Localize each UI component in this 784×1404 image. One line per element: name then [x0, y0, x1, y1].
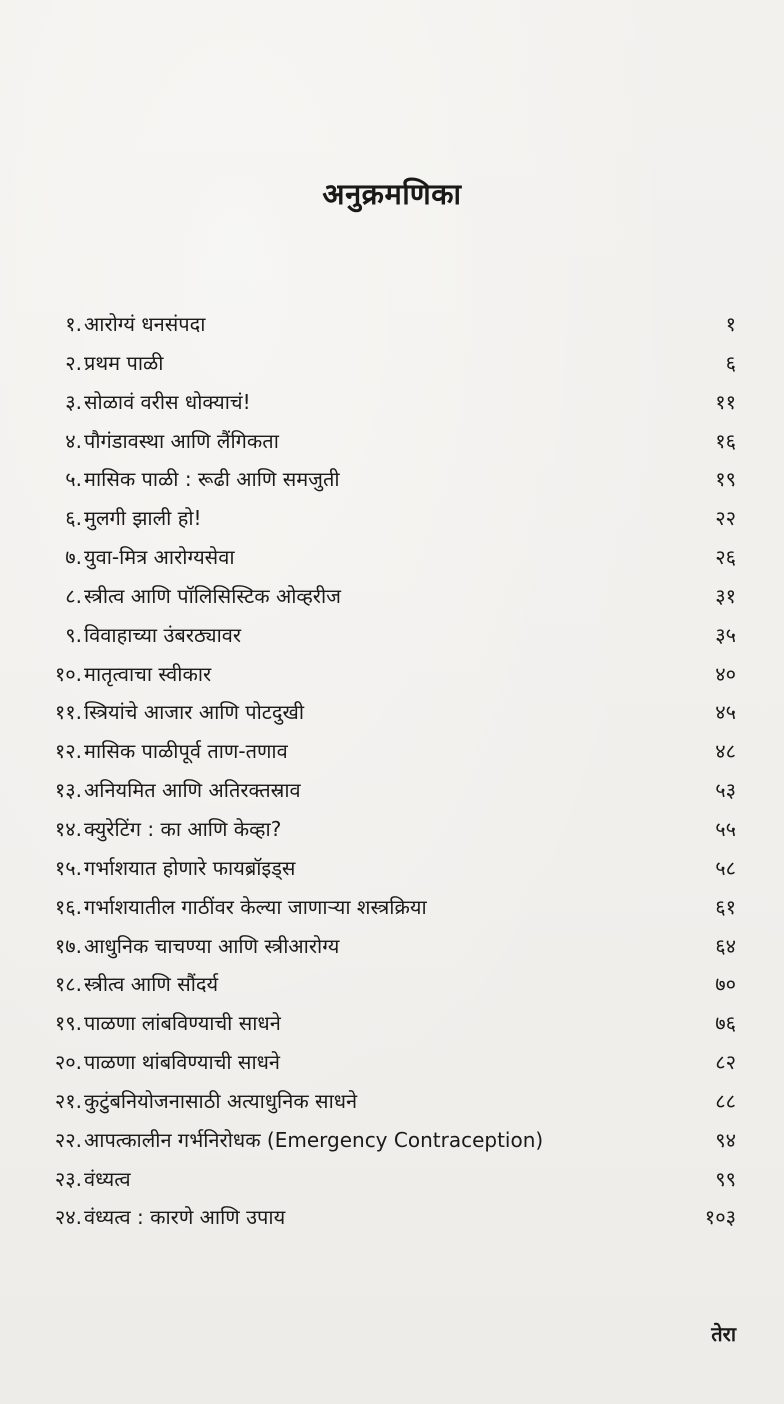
- toc-entry-number: ५.: [65, 467, 82, 492]
- toc-entry-page-number: ८२: [715, 1050, 736, 1075]
- toc-entry: [0, 888, 784, 927]
- toc-entry-page-number: ४८: [715, 739, 736, 764]
- toc-entry-title: स्त्रीत्व आणि पॉलिसिस्टिक ओव्हरीज: [84, 583, 342, 608]
- toc-entry-title: सोळावं वरीस धोक्याचं!: [84, 389, 251, 414]
- table-of-contents: [0, 305, 784, 1237]
- toc-entry-number: १४.: [54, 816, 82, 841]
- toc-entry-number: ९.: [65, 622, 82, 647]
- toc-entry-title: मुलगी झाली हो!: [84, 506, 202, 531]
- toc-entry: [0, 1121, 784, 1160]
- toc-entry-page-number: ७०: [715, 972, 736, 997]
- toc-entry: [0, 616, 784, 655]
- toc-entry-number: १.: [65, 312, 82, 336]
- toc-entry-page-number: ९९: [715, 1166, 736, 1191]
- toc-entry-page-number: ४५: [715, 700, 736, 725]
- toc-entry-page-number: १६: [715, 428, 736, 453]
- toc-entry-title: मासिक पाळी : रूढी आणि समजुती: [84, 467, 340, 492]
- toc-entry: [0, 577, 784, 616]
- toc-entry-number: ४.: [65, 428, 82, 453]
- toc-entry-page-number: १०३: [704, 1205, 736, 1230]
- toc-entry-title: आपत्कालीन गर्भनिरोधक (Emergency Contraception): [84, 1127, 544, 1152]
- toc-entry-number: १६.: [54, 894, 82, 919]
- toc-entry-title: स्त्रियांचे आजार आणि पोटदुखी: [84, 700, 305, 725]
- toc-entry-title: गर्भाशयात होणारे फायब्रॉइड्स: [84, 855, 296, 880]
- toc-entry-page-number: ४०: [715, 661, 736, 686]
- toc-entry-number: १८.: [54, 972, 82, 997]
- toc-entry-page-number: २६: [715, 545, 736, 570]
- toc-entry: [0, 538, 784, 577]
- toc-entry-number: २२.: [54, 1127, 82, 1152]
- toc-entry-number: ११.: [54, 700, 82, 725]
- toc-entry: [0, 810, 784, 849]
- toc-entry-number: २३.: [54, 1166, 82, 1191]
- toc-entry-page-number: ६१: [715, 894, 736, 919]
- toc-entry-title: कुटुंबनियोजनासाठी अत्याधुनिक साधने: [84, 1088, 358, 1113]
- toc-entry-number: १०.: [54, 661, 82, 686]
- toc-entry-number: १२.: [54, 739, 82, 764]
- toc-entry-page-number: १: [725, 312, 736, 336]
- toc-entry: [0, 732, 784, 771]
- toc-entry: [0, 1004, 784, 1043]
- toc-entry: [0, 1160, 784, 1199]
- toc-entry: [0, 655, 784, 694]
- toc-entry-title: आरोग्यं धनसंपदा: [84, 312, 206, 336]
- toc-entry-number: ६.: [65, 506, 82, 531]
- toc-entry-number: १७.: [54, 933, 82, 958]
- toc-entry-page-number: ८८: [715, 1088, 736, 1113]
- toc-entry-title: आधुनिक चाचण्या आणि स्त्रीआरोग्य: [84, 933, 340, 958]
- toc-entry-title: पाळणा थांबविण्याची साधने: [84, 1050, 281, 1075]
- page-folio: तेरा: [711, 1322, 736, 1346]
- toc-entry: [0, 383, 784, 422]
- toc-entry: [0, 693, 784, 732]
- toc-entry-page-number: ५३: [715, 778, 736, 803]
- toc-entry: [0, 771, 784, 810]
- toc-entry-number: १३.: [54, 778, 82, 803]
- toc-entry-number: ७.: [65, 545, 82, 570]
- toc-entry: [0, 460, 784, 499]
- toc-entry-title: मासिक पाळीपूर्व ताण-तणाव: [84, 739, 288, 764]
- toc-entry-page-number: ३५: [715, 622, 736, 647]
- toc-entry-title: स्त्रीत्व आणि सौंदर्य: [84, 972, 219, 997]
- toc-entry-title: वंध्यत्व: [84, 1166, 131, 1191]
- toc-entry: [0, 1082, 784, 1121]
- toc-entry: [0, 1043, 784, 1082]
- toc-entry: [0, 1198, 784, 1237]
- toc-entry-page-number: ७६: [715, 1011, 736, 1036]
- toc-entry-title: अनियमित आणि अतिरक्तस्राव: [84, 778, 301, 803]
- toc-entry-number: २४.: [54, 1205, 82, 1230]
- toc-entry-page-number: ६: [725, 350, 736, 375]
- toc-entry-page-number: ५५: [715, 816, 736, 841]
- toc-entry-page-number: ३१: [715, 583, 736, 608]
- toc-entry-number: १९.: [54, 1011, 82, 1036]
- toc-entry-title: विवाहाच्या उंबरठ्यावर: [84, 622, 242, 647]
- toc-entry-page-number: ५८: [715, 855, 736, 880]
- toc-entry: [0, 422, 784, 461]
- toc-entry-number: २०.: [54, 1050, 82, 1075]
- toc-entry: [0, 499, 784, 538]
- toc-entry-title: प्रथम पाळी: [84, 350, 164, 375]
- page-title: अनुक्रमणिका: [322, 177, 462, 211]
- toc-entry-number: १५.: [54, 855, 82, 880]
- toc-entry: [0, 965, 784, 1004]
- toc-entry-number: ३.: [65, 389, 82, 414]
- toc-entry-page-number: २२: [715, 506, 736, 531]
- toc-entry-number: २१.: [54, 1088, 82, 1113]
- toc-entry-title: पाळणा लांबविण्याची साधने: [84, 1011, 281, 1036]
- toc-entry-title: वंध्यत्व : कारणे आणि उपाय: [84, 1205, 286, 1230]
- toc-entry-page-number: ६४: [715, 933, 736, 958]
- toc-entry: [0, 305, 784, 344]
- toc-entry-number: ८.: [65, 583, 82, 608]
- toc-entry-title: गर्भाशयातील गाठींवर केल्या जाणाऱ्या शस्त्रक्रिया: [84, 894, 427, 919]
- toc-entry: [0, 849, 784, 888]
- toc-entry-title: युवा-मित्र आरोग्यसेवा: [84, 545, 235, 570]
- toc-entry-title: क्युरेटिंग : का आणि केव्हा?: [84, 816, 282, 841]
- toc-entry-title: पौगंडावस्था आणि लैंगिकता: [84, 428, 279, 453]
- toc-entry-page-number: ९४: [715, 1127, 736, 1152]
- toc-entry-title: मातृत्वाचा स्वीकार: [84, 661, 212, 686]
- toc-entry-page-number: ११: [715, 389, 736, 414]
- toc-entry-number: २.: [65, 350, 82, 375]
- toc-entry: [0, 927, 784, 966]
- toc-entry-page-number: १९: [715, 467, 736, 492]
- toc-entry: [0, 344, 784, 383]
